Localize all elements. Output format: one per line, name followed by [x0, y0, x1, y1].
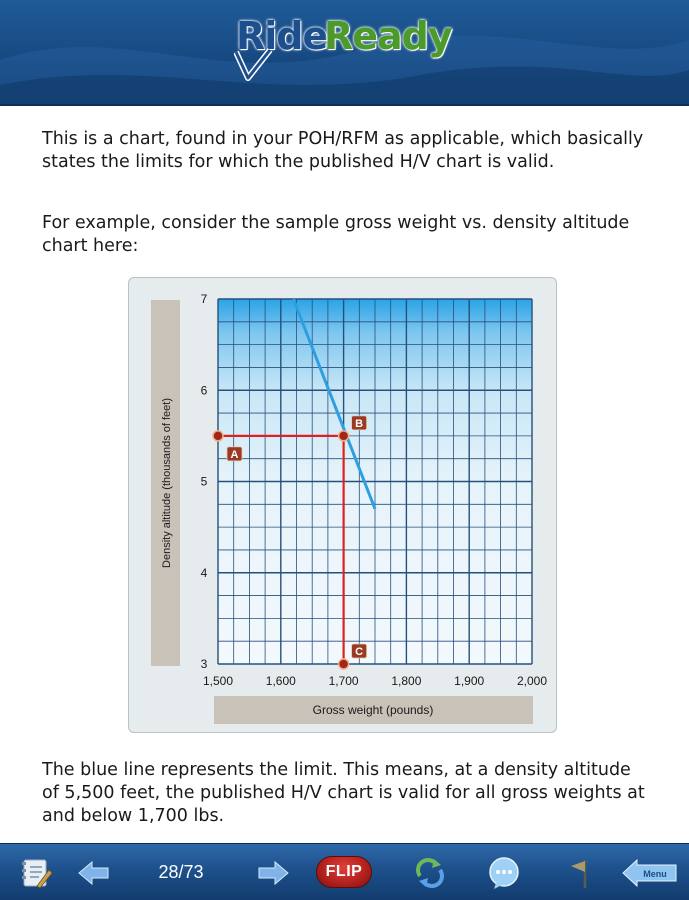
- weight-altitude-chart: [128, 277, 557, 733]
- point-c-marker: [339, 659, 349, 669]
- notebook-button[interactable]: [16, 844, 56, 900]
- notebook-icon: [19, 856, 53, 890]
- y-axis-label: Density altitude (thousands of feet): [161, 398, 173, 568]
- x-tick-label: 1,700: [328, 674, 359, 688]
- y-tick-label: 5: [200, 474, 208, 489]
- point-c-label: C: [355, 646, 364, 658]
- example-paragraph: For example, consider the sample gross weight vs. density altitude chart here:: [42, 213, 630, 256]
- comment-button[interactable]: [484, 844, 524, 900]
- flag-icon: [565, 856, 595, 890]
- back-button[interactable]: [74, 844, 114, 900]
- x-tick-label: 2,000: [516, 674, 548, 688]
- checkmark-icon: [234, 48, 274, 88]
- refresh-icon: [412, 856, 448, 890]
- menu-icon: [621, 857, 679, 889]
- logo-ready-text: Ready: [324, 14, 452, 58]
- x-tick-label: 1,900: [454, 674, 485, 688]
- menu-button[interactable]: [620, 844, 680, 900]
- menu-label: Menu: [643, 868, 667, 879]
- chart-grid: [218, 299, 532, 664]
- bottom-toolbar: [0, 843, 689, 900]
- x-tick-label: 1,600: [265, 674, 296, 688]
- point-b-marker: [339, 431, 349, 441]
- sync-button[interactable]: [408, 844, 452, 900]
- logo-ride-text: Ride: [236, 14, 328, 58]
- page-counter: 28/73: [158, 862, 204, 882]
- x-axis-label: Gross weight (pounds): [312, 703, 434, 717]
- chart-svg: [129, 278, 558, 734]
- y-tick-label: 7: [200, 292, 208, 306]
- y-tick-label: 6: [200, 383, 208, 398]
- y-tick-label: 3: [200, 657, 208, 671]
- y-tick-label: 4: [200, 565, 208, 580]
- explanation-paragraph: The blue line represents the limit. This means, at a density altitude of 5,500 feet, the published H/V chart is valid for all gross weights at and below 1,700 lbs.: [42, 760, 645, 826]
- point-b-label: B: [355, 417, 364, 430]
- point-a-marker: [213, 431, 223, 441]
- forward-button[interactable]: [253, 844, 293, 900]
- x-tick-label: 1,800: [391, 674, 422, 688]
- point-a-label: A: [230, 448, 239, 461]
- flip-button[interactable]: FLIP: [316, 856, 372, 888]
- back-arrow-icon: [77, 859, 111, 887]
- intro-paragraph: This is a chart, found in your POH/RFM as applicable, which basically states the limits for which the published H/V chart is valid.: [42, 129, 644, 172]
- comment-icon: [487, 856, 521, 890]
- app-header: [0, 0, 689, 106]
- rideready-logo: [232, 12, 462, 82]
- flag-button[interactable]: [560, 844, 600, 900]
- forward-arrow-icon: [256, 859, 290, 887]
- x-tick-label: 1,500: [202, 674, 234, 688]
